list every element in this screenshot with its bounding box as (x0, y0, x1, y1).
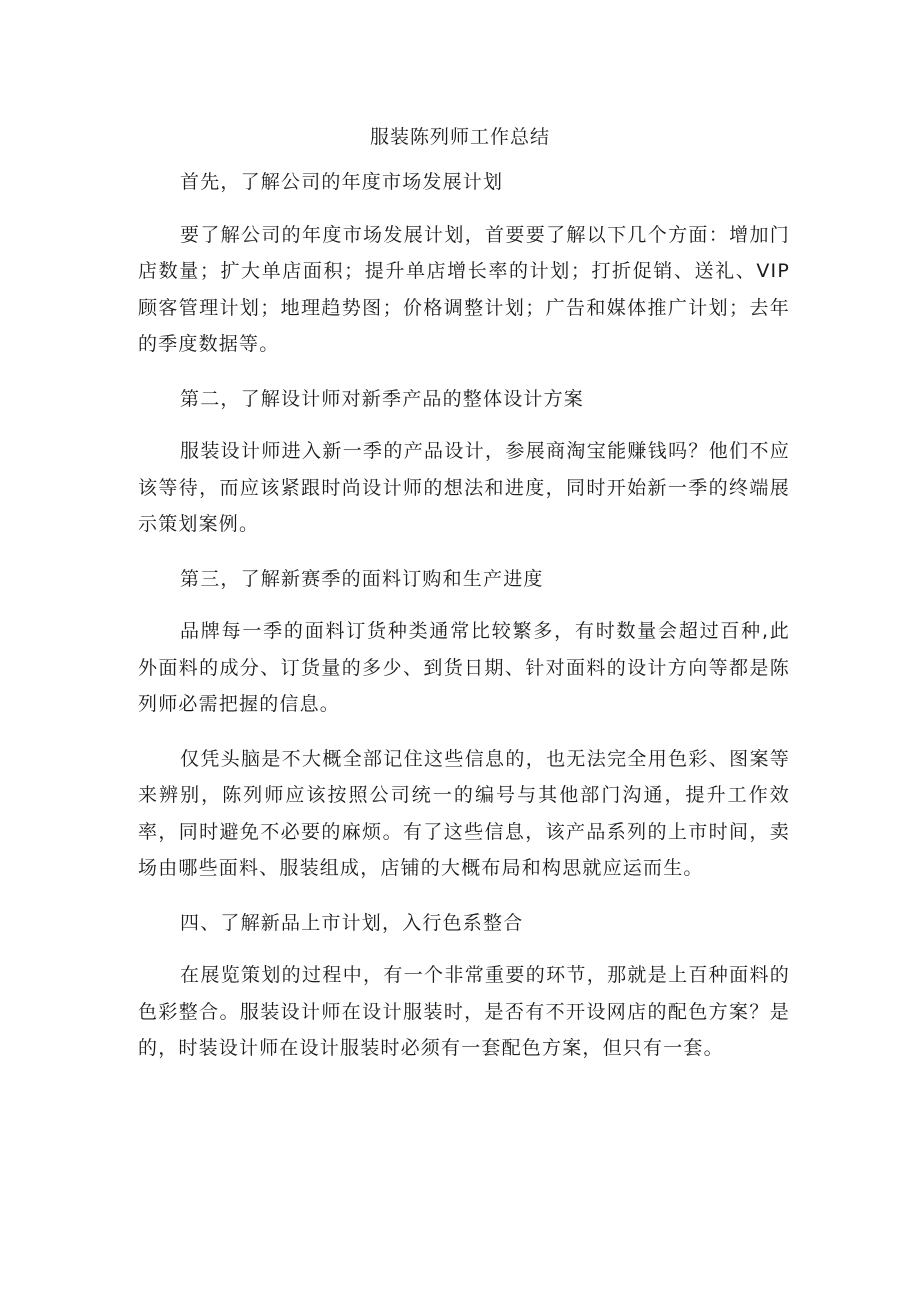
section-heading-1: 首先，了解公司的年度市场发展计划 (180, 171, 504, 193)
paragraph-5: 在展览策划的过程中，有一个非常重要的环节，那就是上百种面料的色彩整合。服装设计师在设计服装时，是否有不开设网店的配色方案？是的，时装设计师在设计服装时必须有一套配色方案，但只有一套。 (138, 964, 790, 1059)
paragraph-2: 服装设计师进入新一季的产品设计，参展商淘宝能赚钱吗？他们不应该等待，而应该紧跟时尚设计师的想法和进度，同时开始新一季的终端展示策划案例。 (138, 440, 790, 535)
paragraph-1: 要了解公司的年度市场发展计划，首要要了解以下几个方面：增加门店数量；扩大单店面积；提升单店增长率的计划；打折促销、送礼、VIP顾客管理计划；地理趋势图；价格调整计划；广告和媒体推广计划；去年的季度数据等。 (138, 223, 790, 355)
document-title: 服装陈列师工作总结 (369, 126, 550, 148)
document-body (138, 164, 790, 1085)
section-heading-3: 第三，了解新赛季的面料订购和生产进度 (180, 567, 544, 590)
paragraph-3: 品牌每一季的面料订货种类通常比较繁多，有时数量会超过百种,此外面料的成分、订货量的多少、到货日期、针对面料的设计方向等都是陈列师必需把握的信息。 (138, 620, 790, 715)
section-heading-4: 四、了解新品上市计划，入行色系整合 (180, 911, 524, 934)
paragraph-4: 仅凭头脑是不大概全部记住这些信息的，也无法完全用色彩、图案等来辨别，陈列师应该按照公司统一的编号与其他部门沟通，提升工作效率，同时避免不必要的麻烦。有了这些信息，该产品系列的上市时间，卖场由哪些面料、服装组成，店铺的大概布局和构思就应运而生。 (138, 747, 790, 879)
section-heading-2: 第二，了解设计师对新季产品的整体设计方案 (180, 387, 585, 410)
